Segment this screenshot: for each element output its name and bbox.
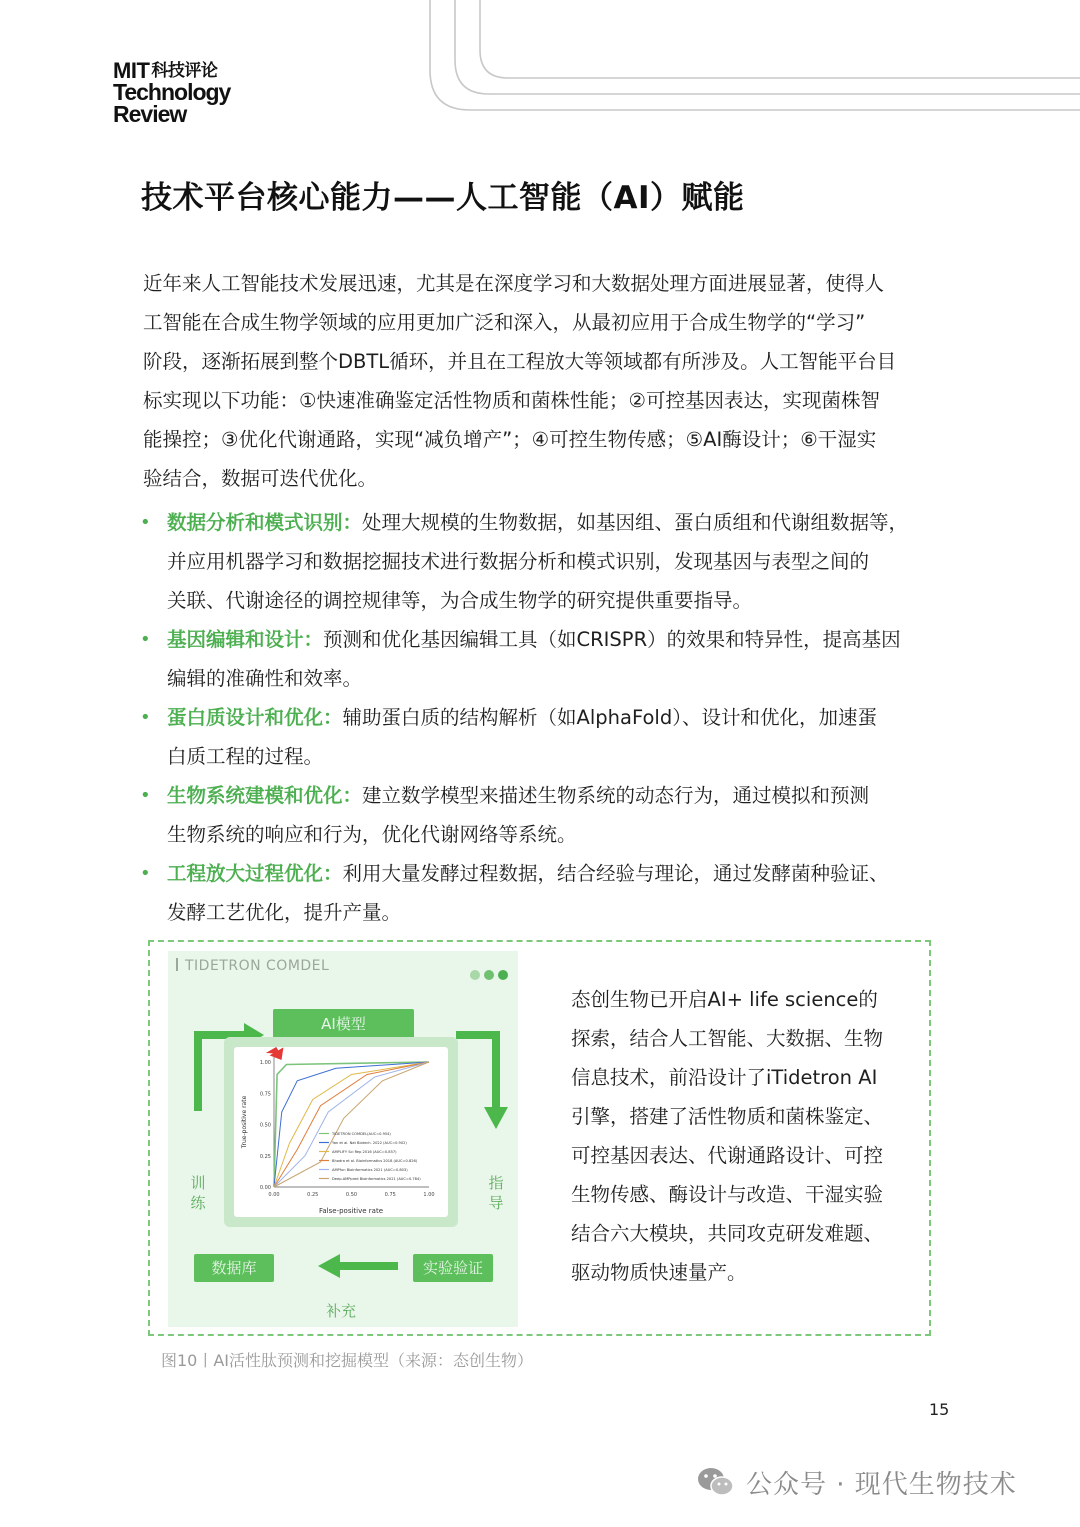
- roc-ytick: 0.25: [259, 1153, 271, 1160]
- experiment-box: 实验验证: [413, 1254, 493, 1282]
- intro-line: 标实现以下功能：①快速准确鉴定活性物质和菌株性能；②可控基因表达，实现菌株智: [143, 389, 880, 412]
- item-text: 编辑的准确性和效率。: [167, 667, 363, 690]
- logo-technology: Technology: [113, 79, 231, 105]
- roc-xtick: 0.75: [384, 1192, 396, 1198]
- figure-box: [148, 940, 931, 1336]
- roc-chart-area: [234, 1047, 448, 1217]
- intro-line: 验结合，数据可迭代优化。: [143, 467, 378, 490]
- item-text: 预测和优化基因编辑工具（如CRISPR）的效果和特异性，提高基因: [323, 628, 901, 651]
- section-title: 技术平台核心能力——人工智能（AI）赋能: [141, 180, 745, 216]
- train-label: 训练: [190, 1174, 206, 1212]
- item-term: 生物系统建模和优化：: [167, 784, 363, 807]
- page-number: 15: [929, 1400, 950, 1419]
- item-term: 数据分析和模式识别：: [167, 511, 363, 534]
- item-text: 建立数学模型来描述生物系统的动态行为，通过模拟和预测: [362, 784, 870, 807]
- guide-label: 指导: [488, 1174, 504, 1212]
- roc-legend-label: Bhadra et al. Bioinformatics 2018 (AUC=0.826): [332, 1159, 418, 1163]
- list-item: [140, 503, 950, 620]
- roc-xtick: 0.00: [268, 1192, 280, 1198]
- mit-technology-review-logo: [113, 60, 230, 126]
- roc-ytick: 0.75: [259, 1091, 271, 1098]
- figure-description: [571, 980, 901, 1292]
- bullet-dot: •: [140, 863, 151, 884]
- watermark: [696, 1462, 1017, 1502]
- bullet-dot: •: [140, 512, 151, 533]
- roc-chart: [234, 1047, 448, 1217]
- roc-legend-label: AMPfun Bioinformatics 2021 (AUC=0.803): [332, 1168, 408, 1172]
- logo-mit: MIT: [113, 58, 150, 83]
- item-text: 辅助蛋白质的结构解析（如AlphaFold）、设计和优化，加速蛋: [342, 706, 877, 729]
- roc-legend-label: AMPLIFY Sci Rep 2016 (AUC=0.857): [332, 1150, 397, 1154]
- desc-line: 驱动物质快速量产。: [571, 1261, 747, 1284]
- capability-list: [140, 503, 950, 932]
- intro-line: 阶段，逐渐拓展到整个DBTL循环，并且在工程放大等领域都有所涉及。人工智能平台目: [143, 350, 897, 373]
- panel-title: TIDETRON COMDEL: [176, 958, 329, 974]
- database-box: 数据库: [194, 1254, 274, 1282]
- roc-legend-label: Yan et al. Nat Biotech. 2022 (AUC=0.902): [332, 1141, 407, 1145]
- list-item: [140, 854, 950, 932]
- item-text: 并应用机器学习和数据挖掘技术进行数据分析和模式识别，发现基因与表型之间的: [167, 550, 870, 573]
- desc-line: 可控基因表达、代谢通路设计、可控: [571, 1144, 884, 1167]
- item-text: 关联、代谢途径的调控规律等，为合成生物学的研究提供重要指导。: [167, 589, 753, 612]
- desc-line: 探索，结合人工智能、大数据、生物: [571, 1027, 884, 1050]
- intro-line: 能操控；③优化代谢通路，实现“减负增产”；④可控生物传感；⑤AI酶设计；⑥干湿实: [143, 428, 877, 451]
- item-text: 发酵工艺优化，提升产量。: [167, 901, 402, 924]
- roc-xtick: 1.00: [423, 1192, 435, 1198]
- desc-line: 结合六大模块，共同攻克研发难题、: [571, 1222, 884, 1245]
- figure-diagram-panel: [168, 951, 518, 1327]
- desc-line: 信息技术，前沿设计了iTidetron AI: [571, 1066, 878, 1089]
- bullet-dot: •: [140, 785, 151, 806]
- desc-line: 引擎，搭建了活性物质和菌株鉴定、: [571, 1105, 884, 1128]
- item-term: 工程放大过程优化：: [167, 862, 343, 885]
- desc-line: 生物传感、酶设计与改造、干湿实验: [571, 1183, 884, 1206]
- roc-legend-label: TIDETRON COMDEL(AUC=0.954): [332, 1132, 391, 1136]
- logo-cn: 科技评论: [151, 61, 218, 81]
- roc-xlabel: False-positive rate: [319, 1207, 383, 1215]
- roc-xtick: 0.25: [307, 1192, 319, 1198]
- intro-paragraph: [143, 264, 943, 498]
- roc-legend-label: Deep-AMPpred Bioinformatics 2021 (AUC=0.784): [332, 1177, 421, 1181]
- wechat-icon: [696, 1465, 736, 1499]
- list-item: [140, 776, 950, 854]
- item-term: 蛋白质设计和优化：: [167, 706, 343, 729]
- supplement-label: 补充: [325, 1302, 356, 1320]
- desc-line: 态创生物已开启AI+ life science的: [571, 988, 878, 1011]
- intro-line: 工智能在合成生物学领域的应用更加广泛和深入，从最初应用于合成生物学的“学习”: [143, 311, 866, 334]
- bullet-dot: •: [140, 707, 151, 728]
- roc-ytick: 1.00: [259, 1060, 271, 1066]
- roc-frame: [224, 1037, 458, 1227]
- intro-line: 近年来人工智能技术发展迅速，尤其是在深度学习和大数据处理方面进展显著，使得人: [143, 272, 885, 295]
- item-text: 处理大规模的生物数据，如基因组、蛋白质组和代谢组数据等，: [362, 511, 909, 534]
- item-term: 基因编辑和设计：: [167, 628, 324, 651]
- item-text: 利用大量发酵过程数据，结合经验与理论，通过发酵菌种验证、: [342, 862, 889, 885]
- roc-ytick: 0.00: [259, 1185, 271, 1191]
- figure-caption: 图10丨AI活性肽预测和挖掘模型（来源：态创生物）: [161, 1351, 534, 1370]
- list-item: [140, 620, 950, 698]
- roc-ylabel: True-positive rate: [241, 1095, 248, 1149]
- bullet-dot: •: [140, 629, 151, 650]
- ai-model-box: AI模型: [273, 1009, 414, 1039]
- roc-ytick: 0.50: [259, 1122, 271, 1129]
- logo-review: Review: [113, 101, 187, 127]
- watermark-text: 公众号 · 现代生物技术: [746, 1469, 1017, 1500]
- item-text: 白质工程的过程。: [167, 745, 324, 768]
- list-item: [140, 698, 950, 776]
- roc-xtick: 0.50: [345, 1192, 358, 1198]
- arrow-down-icon: [456, 1035, 496, 1109]
- item-text: 生物系统的响应和行为，优化代谢网络等系统。: [167, 823, 577, 846]
